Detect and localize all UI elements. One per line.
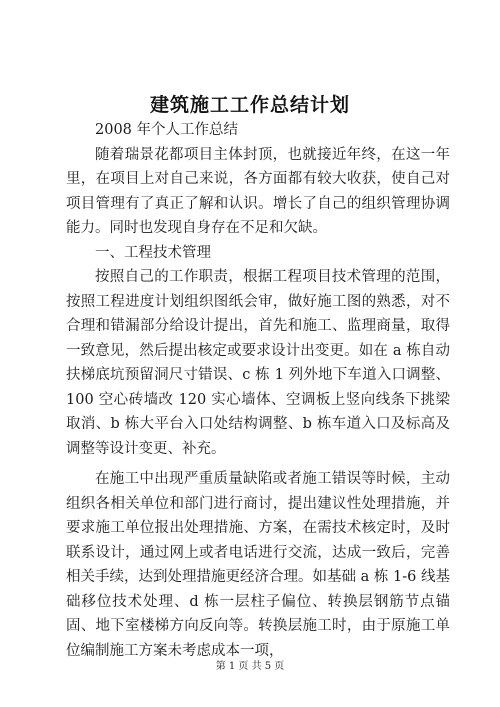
page-footer: 第 1 页 共 5 页 (215, 661, 285, 672)
document-body (66, 118, 450, 663)
section-heading: 一、工程技术管理 (95, 244, 211, 261)
document-subtitle: 2008 年个人工作总结 (95, 122, 239, 138)
paragraph-technical-management: 按照自己的工作职责，根据工程项目技术管理的范围，按照工程进度计划组织图纸会审，做好施工图的熟悉，对不合理和错漏部分给设计提出，首先和施工、监理商量，取得一致意见，然后提出核定或要求设计出变更。如在 a 栋自动扶梯底坑预留洞尺寸错误、c 栋 1 列外地下车道入口调整、100 空心砖墙改 120 实心墙体、空调板上竖向线条下挑梁取消、b 栋大平台入口处结构调整、b 栋车道入口及标高及调整等设计变更、补充。 (66, 269, 450, 457)
paragraph-quality-issues: 在施工中出现严重质量缺陷或者施工错误等时候，主动组织各相关单位和部门进行商讨，提出建议性处理措施，并要求施工单位报出处理措施、方案，在需技术核定时，及时联系设计，通过网上或者电话进行交流，达成一致后，完善相关手续，达到处理措施更经济合理。如基础 a 栋 1-6 线基础移位技术处理、d 栋一层柱子偏位、转换层钢筋节点锚固、地下室楼梯方向反向等。转换层施工时，由于原施工单位编制施工方案未考虑成本一项， (66, 471, 450, 659)
paragraph-intro: 随着瑞景花都项目主体封顶，也就接近年终，在这一年里，在项目上对自己来说，各方面都有较大收获，使自己对项目管理有了真正了解和认识。增长了自己的组织管理协调能力。同时也发现自身存在不足和欠缺。 (66, 146, 450, 236)
document-title: 建筑施工工作总结计划 (149, 94, 350, 116)
